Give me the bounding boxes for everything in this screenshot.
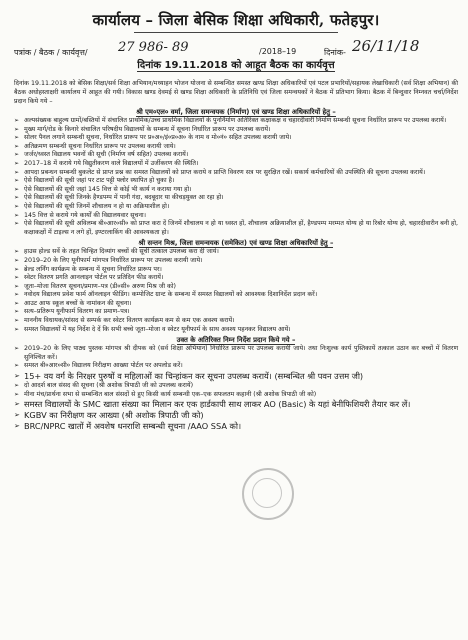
list-item: ➢ जर्जर/ध्वस्त विद्यालय भवनों की सूची (निर्माण वर्ष सहित) उपलब्ध करायें।	[14, 151, 458, 160]
list-item: ➢ हाउस होल्ड सर्वे के तहत चिन्हित दिव्यांग बच्चों की सूची तत्काल उपलब्ध करा दी जाये।	[14, 248, 458, 257]
list-item: ➢ 2019–20 के लिए यूनीफार्म मांगपत्र निर्धारित प्रारूप पर उपलब्ध करायी जाये।	[14, 257, 458, 266]
list-item: ➢ मीना मंच/प्रार्थना सभा से सम्बन्धित बाल संसदों से हुए किसी कार्य सम्बन्धी एक–एक सफलतम कहानी (श्री अशोक त्रिपाठी जी को)	[14, 391, 458, 400]
list-item: ➢ समस्त विद्यालयों के SMC खाता संख्या का मिलान कर एक हार्डकापी साथ लाकर AO (Basic) के यहां बेनीफिशियरी तैयार कर लें।	[14, 399, 458, 410]
list-item: ➢ 2017–18 में कराये गये विद्युतीकरण वाले विद्यालयों में उर्जीकरण की स्थिति।	[14, 160, 458, 169]
list-item: ➢ समस्त विद्यालयों में यह निर्देश दे दें कि सभी बच्चे जूता–मोजा व स्वेटर यूनीफार्म के साथ अवश्य पहनकर विद्यालय आयें।	[14, 326, 458, 335]
list-item: ➢ आपदा प्रबन्धन सम्बन्धी बुकलेट से प्राप्त प्रश्न का समस्त विद्यालयों को प्राप्त कराये व प्राप्ति विवरण सत्र पर सुरक्षित रखें। सकार्य कर्मचारियों की उपस्थिति की सूचना उपलब्ध करायें।	[14, 169, 458, 178]
list-item: ➢ ऐसे विद्यालयों की सूची अविलम्ब बी०आर०सी० को प्राप्त करा दें जिनमें शौचालय न हो या ध्वस्त हों, शौचालय अक्रियाशील हों, हैण्डपम्प मरम्मत योग्य हो या रिबोर योग्य हो, चहारदीवारीन बनी हो, कक्षाकक्षों में टाइल्स न लगे हों, इण्टरलाकिंग की आवश्यकता हो।	[14, 220, 458, 237]
list-item: ➢ 15+ वय वर्ग के निरक्षर पुरुषों व महिलाओं का चिन्हांकन कर सूचना उपलब्ध करायें। (सम्बन्धित श्री पवन उत्तम जी)	[14, 371, 458, 382]
title-underline	[134, 32, 338, 33]
list-item: ➢ ब्रेल्ड लर्निंग कार्यक्रम के सम्बन्ध में सूचना निर्धारित प्रारूप पर।	[14, 266, 458, 275]
date-label: दिनांक-	[324, 48, 346, 57]
reference-number: 27 986- 89	[118, 40, 189, 55]
minutes-title: दिनांक 19.11.2018 को आहूत बैठक का कार्यवृत्त	[137, 60, 335, 71]
list-item: ➢ ऐसे विद्यालयों की सूची जहां 145 वित्त से कोई भी कार्य न कराया गया हो।	[14, 186, 458, 195]
office-seal-stamp	[242, 468, 294, 520]
office-title: कार्यालय – जिला बेसिक शिक्षा अधिकारी, फतेहपुर।	[92, 11, 380, 29]
section-list-additional	[14, 345, 458, 432]
list-item: ➢ सोलर पैनल लगाने सम्बन्धी सूचना, निर्धारित प्रारूप पर प्र०अ०/इं०प्र०अ० के नाम व मो०नं० सहित उपलब्ध करायी जाये।	[14, 134, 458, 143]
list-item: ➢ आउट आफ स्कूल बच्चों के नामांकन की सूचना।	[14, 300, 458, 309]
reference-label: पत्रांक / बैठक / कार्यवृत्त/	[14, 48, 88, 57]
list-item: ➢ दो आदर्श बाल संसद की सूचना (श्री अशोक त्रिपाठी जी को उपलब्ध करायें)	[14, 382, 458, 391]
list-item: ➢ माननीय विधायक/सांसद से सम्पर्क कर स्वेटर वितरण कार्यक्रम कम से कम एक अवश्य करायें।	[14, 317, 458, 326]
list-item: ➢ स्वेटर वितरण प्रगति आनलाइन पोर्टल पर प्रतिदिन फीड करायें।	[14, 274, 458, 283]
section-list-construction	[14, 117, 458, 237]
list-item: ➢ 145 वित्त से कराये गये कार्यों की विद्यालयवार सूचना।	[14, 212, 458, 221]
minutes-title-row	[14, 61, 458, 73]
section-heading-additional: उक्त के अतिरिक्त निम्न निर्देश प्रदान किये गये –	[176, 336, 296, 345]
intro-paragraph: दिनांक 19.11.2018 को बेसिक शिक्षा/सर्व शिक्षा अभियान/मध्याहन भोजन योजना से सम्बन्धित समस्त खण्ड शिक्षा अधिकारियों एवं पटल प्रभारियों/सहायक लेखाधिकारी (सर्व शिक्षा अभियान) की बैठक अधोहस्ताक्षरी कार्यालय में आहूत की गयी। विकास खण्ड देवमई से खण्ड शिक्षा अधिकारी के प्रतिनिधि एवं जिला समन्वयकों ने बैठक में प्रतिभाग किया। बैठक में बिन्दुवार निम्नवत चर्चा/निर्देश प्रदान किये गये –	[14, 80, 458, 105]
list-item: ➢ समस्त बी०आर०सी० विद्यालय निरीक्षण आख्या पोर्टल पर अपलोड करें।	[14, 362, 458, 371]
session-label: /2018–19	[259, 47, 297, 56]
list-item: ➢ KGBV का निरीक्षण कर आख्या (श्री अशोक त्रिपाठी जी को)	[14, 410, 458, 421]
section-heading-construction: श्री एम०एल० वर्मा, जिला समन्वयक (निर्माण) एवं खण्ड शिक्षा अधिकारियों हेतु –	[136, 108, 336, 116]
list-item: ➢ BRC/NPRC खातों में अवशेष धनराशि सम्बन्धी सूचना /AAO SSA को।	[14, 421, 458, 432]
list-item: ➢ नवोदय विद्यालय प्रवेश फार्म ऑनलाइन फीडिंग। कम्पोजिट ग्रान्ट के सम्बन्ध में समस्त विद्यालयों को आवश्यक दिशानिर्देश प्रदान करें।	[14, 291, 458, 300]
section-heading-integrated: श्री सन्तन मिश्र, जिला समन्वयक (समेकित) एवं खण्ड शिक्षा अधिकारियों हेतु –	[138, 239, 334, 248]
list-item: ➢ अल्पसंख्यक बाहुल्य ग्रामों/बस्तियों में संचालित प्राथमिक/उच्च प्राथमिक विद्यालयों के पुनर्निर्माण अतिरिक्त कक्षाकक्ष व चहारदीवारी निर्माण सम्बन्धी सूचना निर्धारित प्रारूप पर उपलब्ध करायें।	[14, 117, 458, 126]
list-item: ➢ ऐसे विद्यालयों की सूची जिनके हैण्डपम्प में पानी गंदा, बदबूदार या कीचड़युक्त आ रहा हो।	[14, 194, 458, 203]
list-item: ➢ मुख्य मार्ग/रोड के किनारे संचालित परिषदीय विद्यालयों के सम्बन्ध में सूचना निर्धारित प्रारूप पर उपलब्ध करायें।	[14, 126, 458, 135]
list-item: ➢ जूता–मोजा वितरण सूचना/प्रमाण–पत्र (डी०सी० अरुण मिश्र जी को)	[14, 283, 458, 292]
date-value: 26/11/18	[352, 37, 420, 55]
list-item: ➢ सत्य–प्रतिरूप यूनीफार्म वितरण का प्रमाण–पत्र।	[14, 308, 458, 317]
list-item: ➢ ऐसे विद्यालयों की सूची जहां पर टाट पट्टी फ्लोर स्थापित हो चुका है।	[14, 177, 458, 186]
list-item: ➢ 2019–20 के लिए पाठ्य पुस्तक मांगपत्र श्री दीपक को (सर्व शिक्षा अभियान) निर्धारित प्रारूप पर उपलब्ध करायी जाये। तथा निःशुल्क कार्य पुस्तिकायें तत्काल उठान कर बच्चों में वितरण सुनिश्चित करें।	[14, 345, 458, 362]
list-item: ➢ अतिक्रमण सम्बन्धी सूचना निर्धारित प्रारूप पर उपलब्ध करायी जाये।	[14, 143, 458, 152]
list-item: ➢ ऐसे विद्यालयों की सूची जिनमें शौचालय न हो या अक्रियाशील हो।	[14, 203, 458, 212]
section-list-integrated	[14, 248, 458, 334]
